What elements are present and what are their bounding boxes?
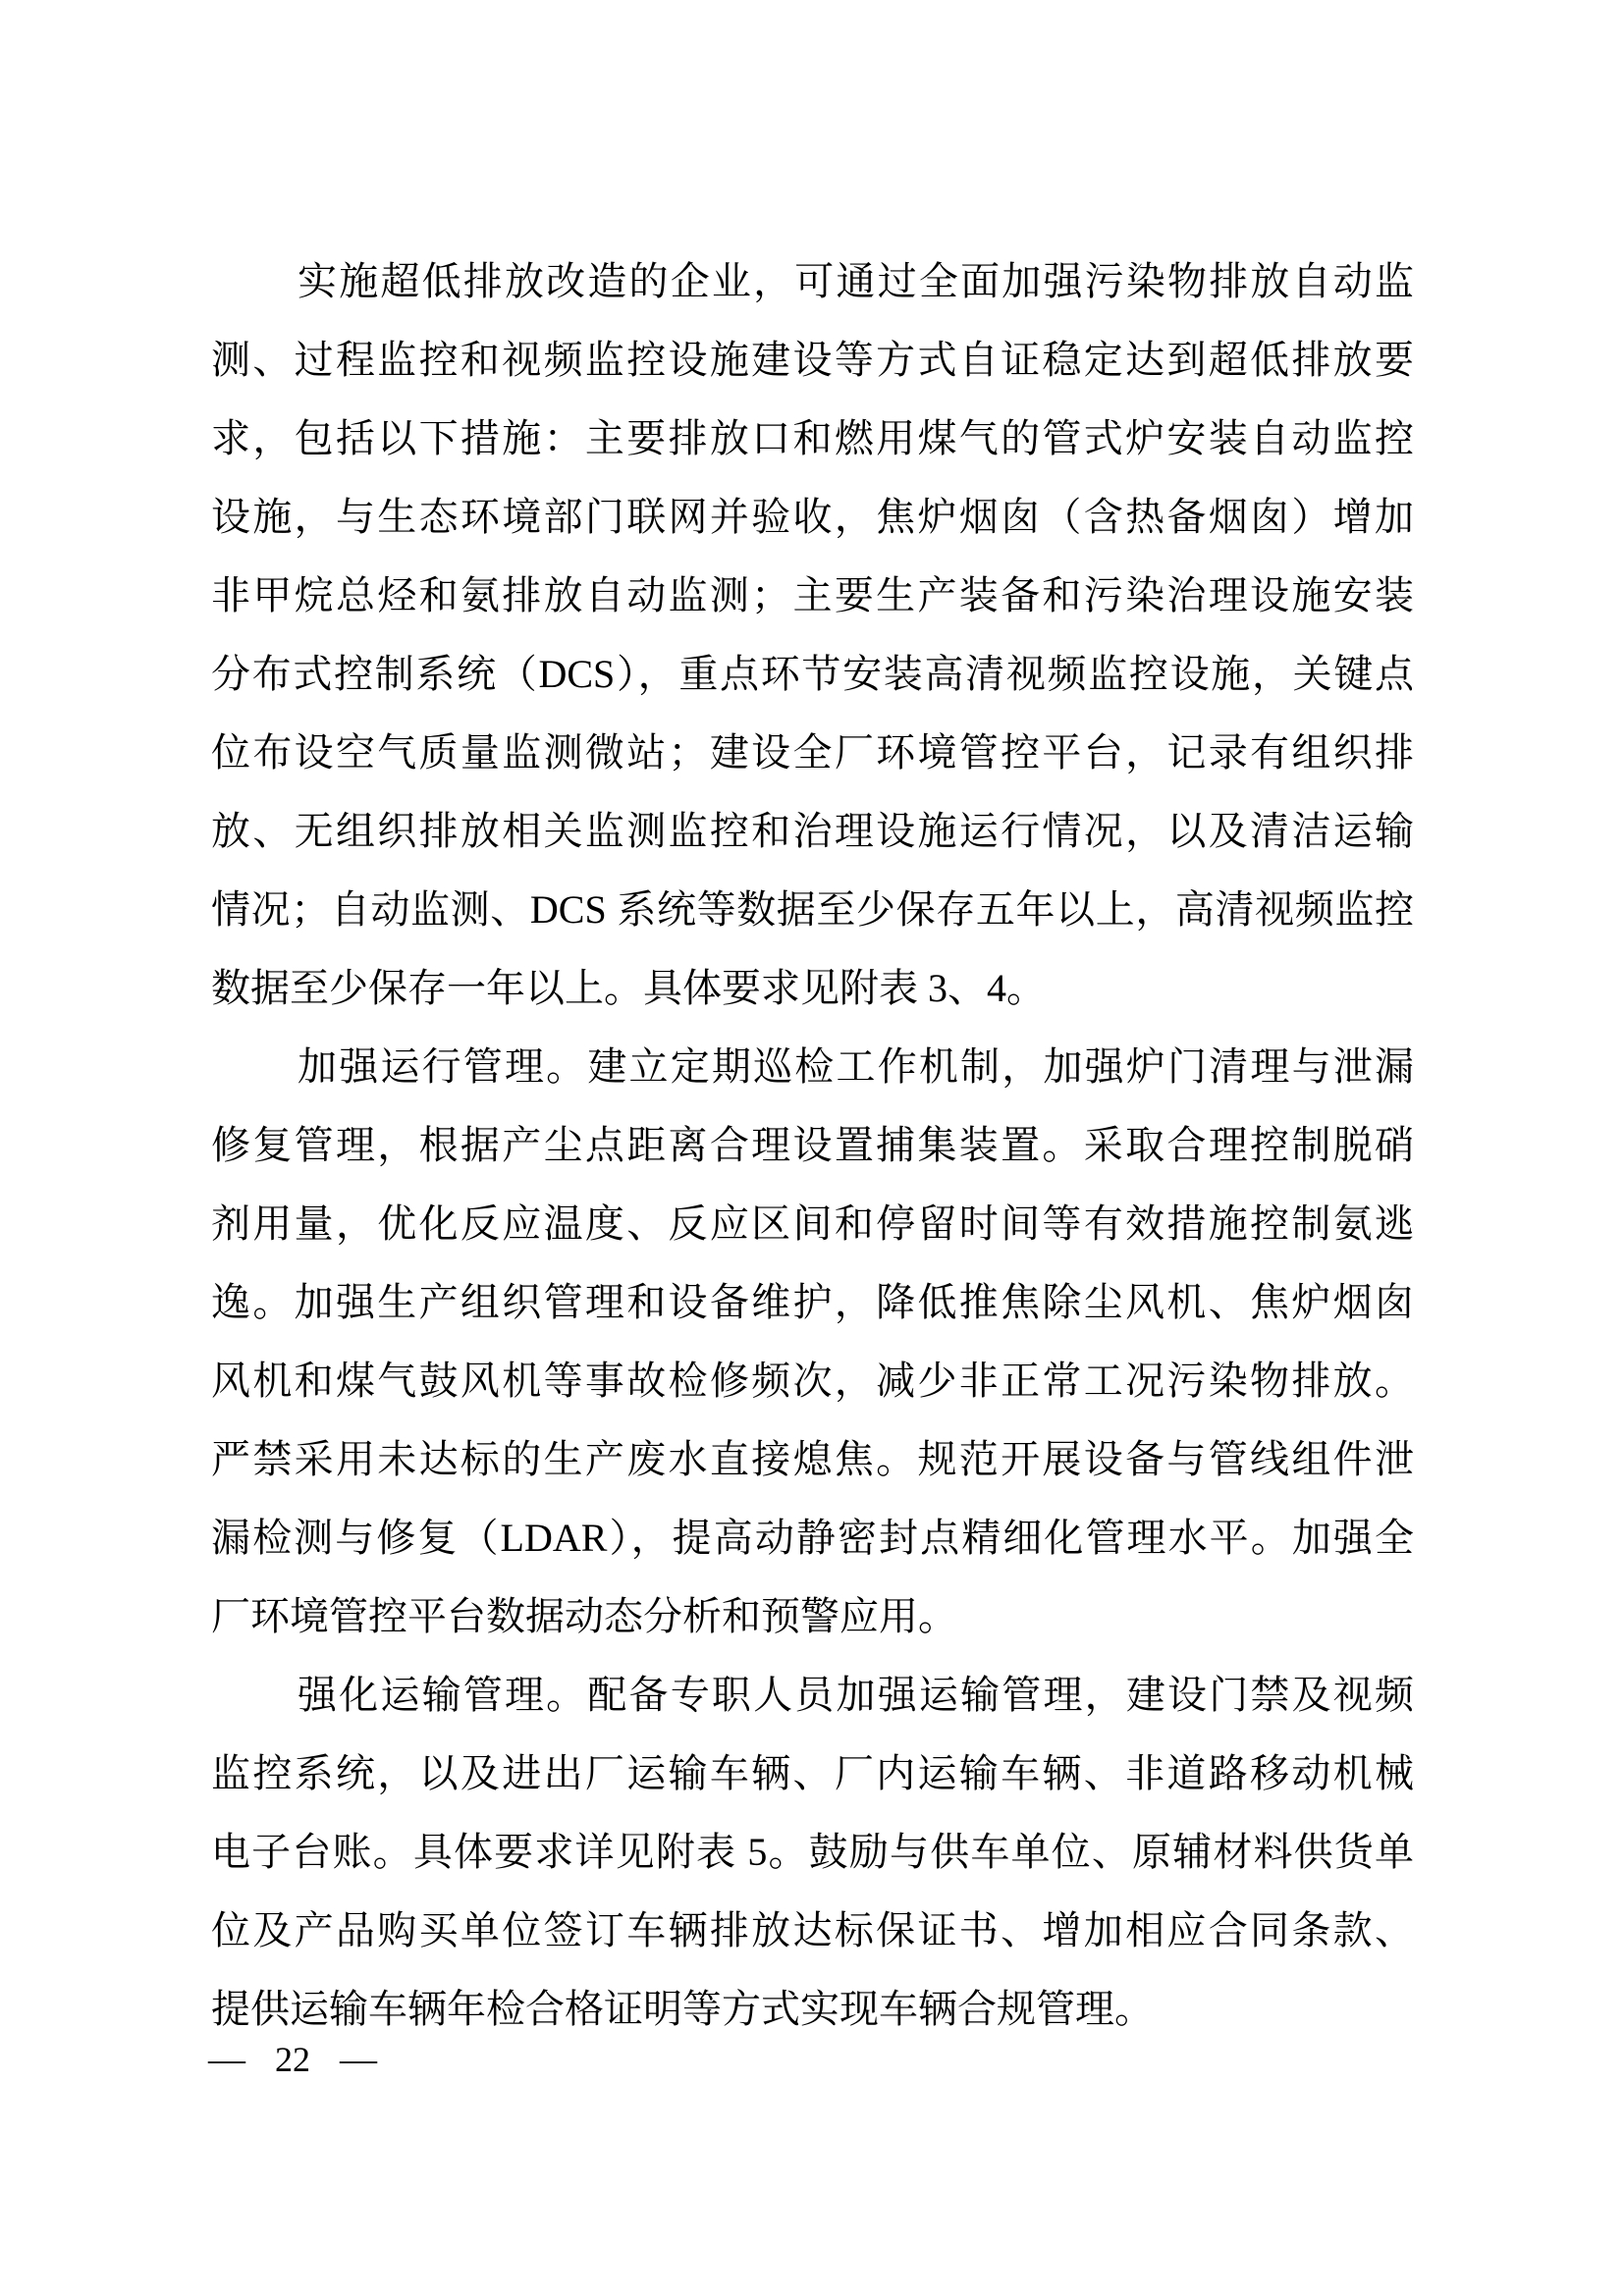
- page-footer: [208, 2038, 377, 2081]
- footer-right-dash: —: [340, 2039, 377, 2080]
- text-line: 设施，与生态环境部门联网并验收，焦炉烟囱（含热备烟囱）增加: [211, 495, 1414, 539]
- text-line: 电子台账。具体要求详见附表 5。鼓励与供车单位、原辅材料供货单: [211, 1830, 1414, 1874]
- text-line: 风机和煤气鼓风机等事故检修频次，减少非正常工况污染物排放。: [211, 1359, 1414, 1403]
- paragraph-monitoring: [211, 242, 1414, 1028]
- text-line: 数据至少保存一年以上。具体要求见附表 3、4。: [211, 966, 1046, 1010]
- text-line: 情况；自动监测、DCS 系统等数据至少保存五年以上，高清视频监控: [211, 887, 1414, 932]
- page-number: 22: [275, 2040, 310, 2079]
- text-line: 分布式控制系统（DCS），重点环节安装高清视频监控设施，关键点: [211, 652, 1414, 696]
- text-line: 加强运行管理。建立定期巡检工作机制，加强炉门清理与泄漏: [298, 1044, 1414, 1089]
- text-line: 放、无组织排放相关监测监控和治理设施运行情况，以及清洁运输: [211, 809, 1414, 853]
- text-line: 求，包括以下措施：主要排放口和燃用煤气的管式炉安装自动监控: [211, 416, 1414, 460]
- paragraph-transport-management: [211, 1656, 1414, 2049]
- text-line: 监控系统，以及进出厂运输车辆、厂内运输车辆、非道路移动机械: [211, 1751, 1414, 1795]
- footer-left-dash: —: [208, 2039, 245, 2080]
- text-line: 漏检测与修复（LDAR），提高动静密封点精细化管理水平。加强全: [211, 1516, 1414, 1560]
- text-line: 修复管理，根据产尘点距离合理设置捕集装置。采取合理控制脱硝: [211, 1123, 1414, 1167]
- text-line: 实施超低排放改造的企业，可通过全面加强污染物排放自动监: [298, 259, 1414, 303]
- text-line: 强化运输管理。配备专职人员加强运输管理，建设门禁及视频: [298, 1673, 1414, 1717]
- text-line: 剂用量，优化反应温度、反应区间和停留时间等有效措施控制氨逃: [211, 1201, 1414, 1246]
- text-line: 逸。加强生产组织管理和设备维护，降低推焦除尘风机、焦炉烟囱: [211, 1280, 1414, 1324]
- text-line: 提供运输车辆年检合格证明等方式实现车辆合规管理。: [211, 1987, 1154, 2031]
- text-line: 厂环境管控平台数据动态分析和预警应用。: [211, 1594, 957, 1638]
- text-line: 位布设空气质量监测微站；建设全厂环境管控平台，记录有组织排: [211, 730, 1414, 774]
- text-line: 严禁采用未达标的生产废水直接熄焦。规范开展设备与管线组件泄: [211, 1437, 1414, 1481]
- text-line: 位及产品购买单位签订车辆排放达标保证书、增加相应合同条款、: [211, 1908, 1414, 1952]
- paragraph-operation-management: [211, 1028, 1414, 1656]
- text-line: 测、过程监控和视频监控设施建设等方式自证稳定达到超低排放要: [211, 338, 1414, 382]
- text-line: 非甲烷总烃和氨排放自动监测；主要生产装备和污染治理设施安装: [211, 573, 1414, 617]
- body-text: [211, 242, 1414, 2049]
